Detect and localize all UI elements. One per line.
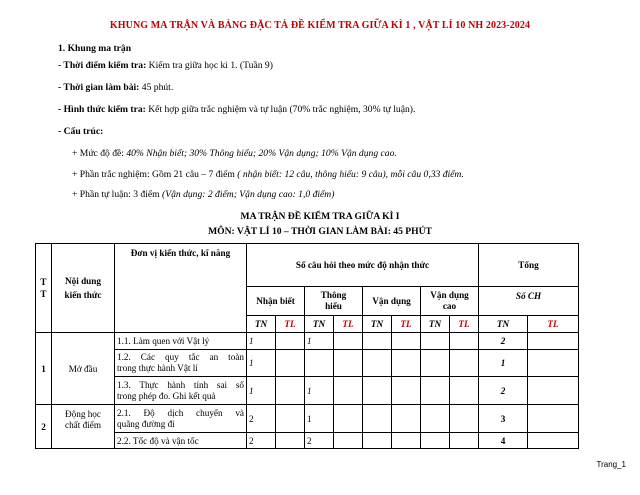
total-tn-cell: 1	[479, 350, 528, 377]
col-tn: TN	[479, 316, 528, 333]
table-row	[36, 333, 579, 350]
table-row	[36, 433, 579, 449]
header-vd: Vận dụng	[363, 287, 421, 316]
duration-line	[58, 82, 173, 93]
header-unit: Đơn vị kiến thức, kĩ năng	[115, 244, 247, 333]
col-tl: TL	[450, 316, 479, 333]
unit-cell: 1.2. Các quy tắc an toàn trong thực hành Vật lí	[115, 350, 247, 377]
col-tn: TN	[305, 316, 334, 333]
unit-cell: 2.2. Tốc độ và vận tốc	[115, 433, 247, 449]
table-row	[36, 350, 579, 377]
th-tn-cell: 1	[305, 377, 334, 405]
level-prefix: + Mức độ đề:	[72, 148, 127, 159]
header-th: Thông hiểu	[305, 287, 363, 316]
unit-cell: 2.1. Độ dịch chuyển và quãng đường đi	[115, 405, 247, 433]
format-line	[58, 104, 415, 115]
col-tn: TN	[247, 316, 276, 333]
duration-value: 45 phút.	[139, 82, 174, 93]
mcq-line	[72, 169, 464, 180]
mcq-prefix: + Phần trắc nghiệm: Gồm 21 câu – 7 điểm	[72, 169, 238, 180]
mcq-value: ( nhận biết: 12 câu, thông hiểu: 9 câu), mỗi câu 0,33 điểm.	[237, 169, 464, 180]
matrix-table	[35, 243, 579, 449]
format-value: Kết hợp giữa trắc nghiệm và tự luận (70% trắc nghiệm, 30% tự luận).	[145, 104, 416, 115]
matrix-title: MA TRẬN ĐỀ KIỂM TRA GIỮA KÌ I	[240, 211, 400, 222]
table-row	[36, 405, 579, 433]
header-vdc: Vận dụng cao	[421, 287, 479, 316]
exam-time-line	[58, 60, 273, 71]
section-heading: 1. Khung ma trận	[58, 43, 132, 54]
header-soch: Số CH	[479, 287, 579, 316]
header-content: Nội dung kiến thức	[52, 244, 115, 333]
unit-cell: 1.3. Thực hành tính sai số trong phép đo. Ghi kết quả	[115, 377, 247, 405]
page-number: Trang_1	[596, 460, 626, 469]
matrix-subtitle: MÔN: VẬT LÍ 10 – THỜI GIAN LÀM BÀI: 45 PHÚT	[208, 226, 432, 237]
group-tt: 1	[36, 333, 52, 405]
essay-value: (Vận dụng: 2 điểm; Vận dụng cao: 1,0 điểm)	[162, 189, 335, 200]
header-total: Tổng	[479, 244, 579, 287]
total-tn-cell: 2	[479, 333, 528, 350]
nb-tn-cell: 2	[247, 405, 276, 433]
essay-prefix: + Phần tự luận: 3 điểm	[72, 189, 163, 200]
header-questions: Số câu hỏi theo mức độ nhận thức	[247, 244, 479, 287]
unit-cell: 1.1. Làm quen với Vật lý	[115, 333, 247, 350]
col-tl: TL	[334, 316, 363, 333]
th-tn-cell: 1	[305, 333, 334, 350]
format-label: - Hình thức kiểm tra:	[58, 104, 146, 115]
col-tn: TN	[363, 316, 392, 333]
header-tt: T T	[36, 244, 52, 333]
essay-line	[72, 189, 334, 200]
document-title: KHUNG MA TRẬN VÀ BẢNG ĐẶC TẢ ĐỀ KIỂM TRA GIỮA KÌ 1 , VẬT LÍ 10 NH 2023-2024	[109, 20, 531, 31]
th-tn-cell: 2	[305, 433, 334, 449]
total-tn-cell: 4	[479, 433, 528, 449]
nb-tn-cell: 1	[247, 350, 276, 377]
group-tt: 2	[36, 405, 52, 449]
group-content: Động học chất điểm	[52, 405, 115, 449]
level-line	[72, 148, 397, 159]
exam-time-label: - Thời điểm kiểm tra:	[58, 60, 147, 71]
total-tn-cell: 3	[479, 405, 528, 433]
col-tl: TL	[392, 316, 421, 333]
structure-label: - Cấu trúc:	[58, 126, 104, 137]
total-tn-cell: 2	[479, 377, 528, 405]
nb-tn-cell: 1	[247, 377, 276, 405]
group-content: Mở đầu	[52, 333, 115, 405]
nb-tn-cell: 1	[247, 333, 276, 350]
table-row	[36, 377, 579, 405]
nb-tn-cell: 2	[247, 433, 276, 449]
duration-label: - Thời gian làm bài:	[58, 82, 140, 93]
th-tn-cell	[305, 350, 334, 377]
exam-time-value: Kiểm tra giữa học kì 1. (Tuần 9)	[146, 60, 273, 71]
header-nb: Nhận biết	[247, 287, 305, 316]
th-tn-cell: 1	[305, 405, 334, 433]
col-tl: TL	[528, 316, 579, 333]
col-tl: TL	[276, 316, 305, 333]
col-tn: TN	[421, 316, 450, 333]
level-value: 40% Nhận biết; 30% Thông hiểu; 20% Vận dụng; 10% Vận dụng cao.	[126, 148, 397, 159]
